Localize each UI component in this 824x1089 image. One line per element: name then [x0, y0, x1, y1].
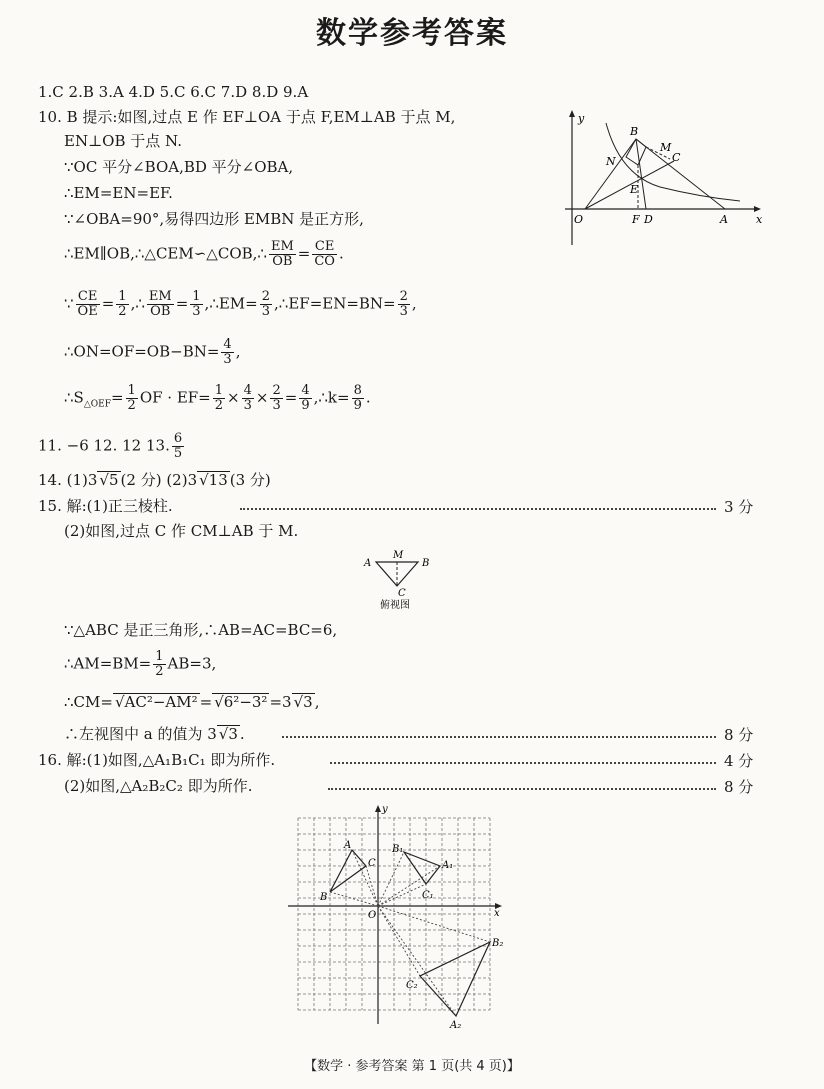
q15-line4: ∴CM= √AC²−AM² = √6²−3² =3 √3 , [64, 693, 320, 711]
q16-score1: 4 分 [724, 752, 754, 770]
label-a1: A₁ [442, 860, 454, 871]
q15-score1: 3 分 [724, 498, 754, 516]
label-y: y [382, 804, 388, 815]
segment-ob [585, 139, 639, 209]
label-c1: C₁ [422, 890, 434, 901]
label-y: y [578, 112, 585, 125]
triangle-abc [330, 850, 366, 892]
label-b1: B₁ [392, 844, 404, 855]
top-view-caption: 俯视图 [380, 600, 410, 611]
label-b: B [630, 125, 639, 138]
label-m: M [393, 550, 404, 561]
q10-line4: ∵∠OBA=90°,易得四边形 EMBN 是正方形, [64, 210, 364, 228]
q16-line2: (2)如图,△A₂B₂C₂ 即为所作. [64, 777, 253, 795]
q15-line5: ∴左视图中 a 的值为 3 √3 . [64, 725, 245, 743]
q10-head: 10. B 提示:如图,过点 E 作 EF⊥OA 于点 F,EM⊥AB 于点 M, [38, 108, 456, 126]
q10-line1: EN⊥OB 于点 N. [64, 132, 182, 150]
label-c2: C₂ [406, 980, 418, 991]
q15-line3: ∴AM=BM= $\frac{1}{2}$ AB=3, [64, 649, 217, 679]
q16-score2: 8 分 [724, 778, 754, 796]
q15-top-view-figure [360, 546, 440, 612]
label-m: M [660, 141, 672, 154]
q10-line3: ∴EM=EN=EF. [64, 184, 173, 202]
q11-13: 11. −6 12. 12 13. $\frac{6}{5}$ [38, 431, 183, 461]
label-b: B [422, 558, 430, 569]
label-o: O [368, 910, 377, 921]
label-c: C [368, 858, 376, 869]
page-title: 数学参考答案 [316, 16, 508, 51]
y-arrow-icon [375, 805, 381, 812]
label-x: x [756, 213, 763, 226]
page-footer: 【数学 · 参考答案 第 1 页(共 4 页)】 [304, 1059, 520, 1074]
dotted-leader [330, 762, 716, 764]
label-o: O [574, 213, 584, 226]
q16-grid-figure [280, 802, 510, 1032]
dotted-leader [328, 788, 716, 790]
q10-line7: ∴ON=OF=OB−BN= $\frac{4}{3}$ , [64, 337, 241, 367]
q15-head: 15. 解:(1)正三棱柱. [38, 497, 173, 515]
label-a: A [720, 213, 728, 226]
dotted-leader [282, 736, 716, 738]
label-b: B [320, 892, 328, 903]
triangle-a1b1c1 [404, 852, 440, 884]
label-a: A [364, 558, 372, 569]
label-d: D [644, 213, 653, 226]
dotted-leader [240, 508, 716, 510]
label-c: C [398, 588, 406, 599]
q10-line5: ∴EM∥OB,∴△CEM∽△COB,∴ $\frac{EM}{OB}$ = $\frac{CE}{CO}$ . [64, 239, 344, 269]
label-n: N [606, 155, 616, 168]
x-arrow-icon [754, 206, 761, 212]
q10-line8: $\therefore S_{\triangle OEF}=$ $\frac{1}{2}$ OF · EF= $\frac{1}{2}$ × $\frac{4}{3}$ × $\frac{2}{3}$ = $\frac{4}{9}$ ,∴k= $\frac{8}{9}$ . [64, 383, 371, 413]
label-a2: A₂ [450, 1020, 462, 1031]
label-c: C [672, 151, 681, 164]
triangle-a2b2c2 [420, 942, 490, 1016]
q15-line1: (2)如图,过点 C 作 CM⊥AB 于 M. [64, 522, 299, 540]
q15-score2: 8 分 [724, 726, 754, 744]
square-embn [626, 139, 646, 165]
y-arrow-icon [569, 110, 575, 117]
q10-figure [560, 105, 770, 250]
q14: 14. (1)3 √5 (2 分) (2)3 √13 (3 分) [38, 471, 271, 489]
mc-answers: 1.C 2.B 3.A 4.D 5.C 6.C 7.D 8.D 9.A [38, 83, 309, 101]
label-x: x [494, 908, 500, 919]
label-e: E [630, 183, 639, 196]
q16-line1: 16. 解:(1)如图,△A₁B₁C₁ 即为所作. [38, 751, 276, 769]
label-a: A [344, 840, 352, 851]
label-b2: B₂ [492, 938, 504, 949]
q15-line2: ∵△ABC 是正三角形,∴AB=AC=BC=6, [64, 621, 338, 639]
q10-line6: ∵ $\frac{CE}{OE}$ = $\frac{1}{2}$ ,∴ $\frac{EM}{OB}$ = $\frac{1}{3}$ ,∴EM= $\frac{2}{3}$ ,∴EF=EN=BN= $\frac{2}{3}$ , [64, 289, 417, 319]
label-f: F [632, 213, 640, 226]
q10-line2: ∵OC 平分∠BOA,BD 平分∠OBA, [64, 158, 294, 176]
